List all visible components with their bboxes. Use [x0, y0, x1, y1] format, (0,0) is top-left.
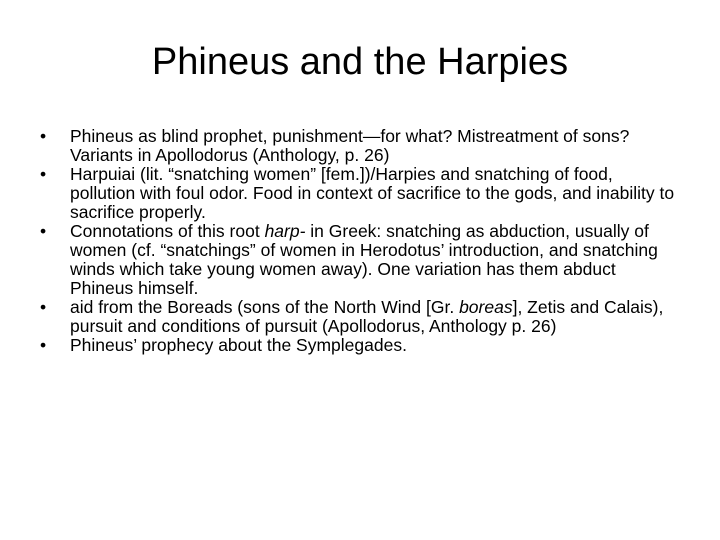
bullet-item-5	[40, 336, 680, 355]
bullet-item-4	[40, 298, 680, 336]
bullet-text-part: Harpuiai (lit. “snatching women” [fem.])/Harpies and snatching of food, pollution with foul odor. Food in context of sacrifice to the gods, and inability to sacrifice properly.	[70, 164, 675, 222]
bullet-glyph: •	[40, 126, 47, 146]
bullet-text	[70, 222, 680, 298]
bullet-item-2	[40, 165, 680, 222]
bullet-list	[40, 127, 680, 355]
bullet-text-part: in Greek: snatching as abduction, usually of women (cf. “snatchings” of women in Herodotus’ introduction, and snatching winds which take young women away). One variation has them abduct Phineus himself.	[70, 221, 658, 298]
bullet-text-part: aid from the Boreads (sons of the North Wind [Gr.	[70, 297, 460, 317]
bullet-text: Phineus’ prophecy about the Symplegades.	[70, 335, 407, 355]
bullet-text: Phineus as blind prophet, punishment—for what? Mistreatment of sons? Variants in Apollodorus (Anthology, p. 26)	[70, 126, 630, 165]
bullet-text	[70, 165, 680, 222]
bullet-glyph: •	[40, 221, 47, 241]
slide-title: Phineus and the Harpies	[151, 41, 569, 83]
bullet-text-part: Connotations of this root	[70, 221, 265, 241]
bullet-glyph: •	[40, 164, 47, 184]
bullet-text-part: ], Zetis and Calais), pursuit and conditions of pursuit (Apollodorus, Anthology p. 26)	[70, 297, 664, 336]
bullet-text	[70, 298, 680, 336]
bullet-emphasis: harp-	[264, 221, 306, 241]
bullet-emphasis: boreas	[459, 297, 513, 317]
bullet-item-1	[40, 127, 680, 165]
bullet-glyph: •	[40, 297, 47, 317]
bullet-glyph: •	[40, 335, 47, 355]
bullet-item-3	[40, 222, 680, 298]
